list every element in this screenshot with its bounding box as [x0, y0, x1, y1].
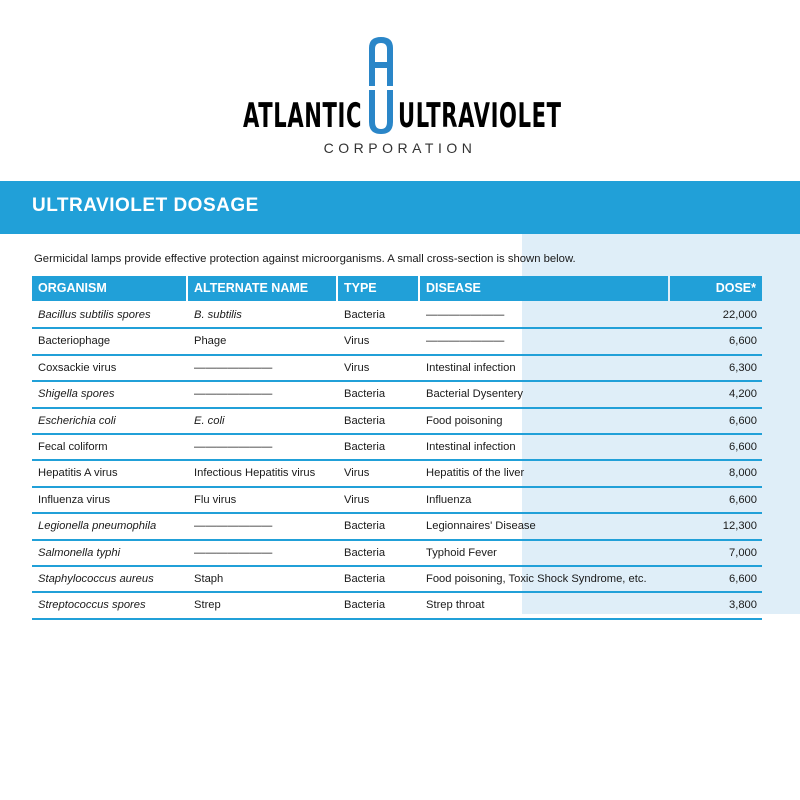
cell-alternate-name: Flu virus [194, 493, 237, 506]
cell-type: Bacteria [344, 414, 386, 427]
table-row [32, 514, 762, 540]
cell-disease: Intestinal infection [426, 440, 516, 453]
cell-organism: Escherichia coli [38, 414, 116, 427]
cell-organism: Coxsackie virus [38, 361, 117, 374]
cell-type: Bacteria [344, 440, 386, 453]
cell-type: Bacteria [344, 309, 386, 321]
cell-type: Bacteria [344, 572, 386, 585]
cell-dose: 7,000 [729, 546, 757, 559]
cell-organism: Legionella pneumophila [38, 520, 157, 533]
table-row [32, 541, 762, 567]
logo-au-mark [366, 34, 396, 136]
table-row [32, 382, 762, 408]
logo-word-atlantic: ATLANTIC [242, 96, 362, 136]
cell-organism: Bacillus subtilis spores [38, 309, 151, 321]
company-logo [0, 0, 800, 170]
cell-disease: Food poisoning [426, 414, 503, 427]
table-row [32, 567, 762, 593]
cell-alternate-name: B. subtilis [194, 309, 242, 321]
intro-text: Germicidal lamps provide effective protection against microorganisms. A small cross-section is shown below. [34, 253, 576, 265]
cell-disease: Strep throat [426, 599, 485, 612]
page-title: ULTRAVIOLET DOSAGE [32, 195, 259, 216]
cell-organism: Bacteriophage [38, 335, 111, 348]
table-row [32, 593, 762, 619]
cell-disease: Legionnaires' Disease [426, 520, 536, 533]
column-header-type: TYPE [338, 276, 418, 301]
cell-disease: ——————— [426, 309, 505, 321]
table-header [32, 276, 762, 301]
cell-type: Bacteria [344, 520, 386, 533]
cell-type: Virus [344, 493, 370, 506]
cell-alternate-name: ——————— [194, 520, 273, 533]
cell-alternate-name: ——————— [194, 546, 273, 559]
cell-type: Bacteria [344, 546, 386, 559]
cell-dose: 22,000 [722, 309, 757, 321]
cell-organism: Streptococcus spores [38, 599, 146, 612]
cell-organism: Fecal coliform [38, 440, 108, 453]
logo-word-ultraviolet: ULTRAVIOLET [398, 96, 562, 136]
cell-dose: 6,600 [729, 335, 757, 348]
cell-alternate-name: Staph [194, 572, 224, 585]
cell-dose: 8,000 [729, 467, 757, 480]
cell-organism: Shigella spores [38, 388, 115, 401]
cell-alternate-name: Infectious Hepatitis virus [194, 467, 316, 480]
cell-type: Virus [344, 335, 370, 348]
cell-dose: 6,300 [729, 361, 757, 374]
cell-organism: Influenza virus [38, 493, 111, 506]
cell-organism: Salmonella typhi [38, 546, 121, 559]
cell-dose: 4,200 [729, 388, 757, 401]
cell-dose: 12,300 [722, 520, 757, 533]
table-row [32, 461, 762, 487]
column-header-organism: ORGANISM [32, 276, 186, 301]
cell-disease: Typhoid Fever [426, 546, 497, 559]
cell-dose: 6,600 [729, 440, 757, 453]
cell-dose: 3,800 [729, 599, 757, 612]
table-row [32, 329, 762, 355]
cell-disease: Hepatitis of the liver [426, 467, 525, 480]
column-header-disease: DISEASE [420, 276, 668, 301]
cell-alternate-name: ——————— [194, 388, 273, 401]
cell-disease: Food poisoning, Toxic Shock Syndrome, etc. [426, 572, 647, 585]
cell-disease: Intestinal infection [426, 361, 516, 374]
cell-type: Bacteria [344, 599, 386, 612]
logo-corporation: CORPORATION [323, 140, 477, 156]
cell-disease: ——————— [426, 335, 505, 348]
cell-alternate-name: Phage [194, 335, 227, 348]
cell-dose: 6,600 [729, 493, 757, 506]
cell-dose: 6,600 [729, 414, 757, 427]
cell-disease: Bacterial Dysentery [426, 388, 523, 401]
cell-type: Bacteria [344, 388, 386, 401]
dosage-table [32, 276, 762, 620]
cell-type: Virus [344, 467, 370, 480]
cell-alternate-name: E. coli [194, 414, 225, 427]
table-row [32, 435, 762, 461]
table-body [32, 303, 762, 620]
cell-type: Virus [344, 361, 370, 374]
cell-alternate-name: ——————— [194, 361, 273, 374]
cell-disease: Influenza [426, 493, 472, 506]
header-band [0, 181, 800, 234]
cell-alternate-name: Strep [194, 599, 221, 612]
table-row [32, 303, 762, 329]
cell-organism: Hepatitis A virus [38, 467, 118, 480]
column-header-alternate-name: ALTERNATE NAME [188, 276, 336, 301]
column-header-dose: DOSE* [670, 276, 762, 301]
cell-alternate-name: ——————— [194, 440, 273, 453]
cell-organism: Staphylococcus aureus [38, 572, 154, 585]
table-row [32, 488, 762, 514]
table-row [32, 356, 762, 382]
cell-dose: 6,600 [729, 572, 757, 585]
table-row [32, 409, 762, 435]
